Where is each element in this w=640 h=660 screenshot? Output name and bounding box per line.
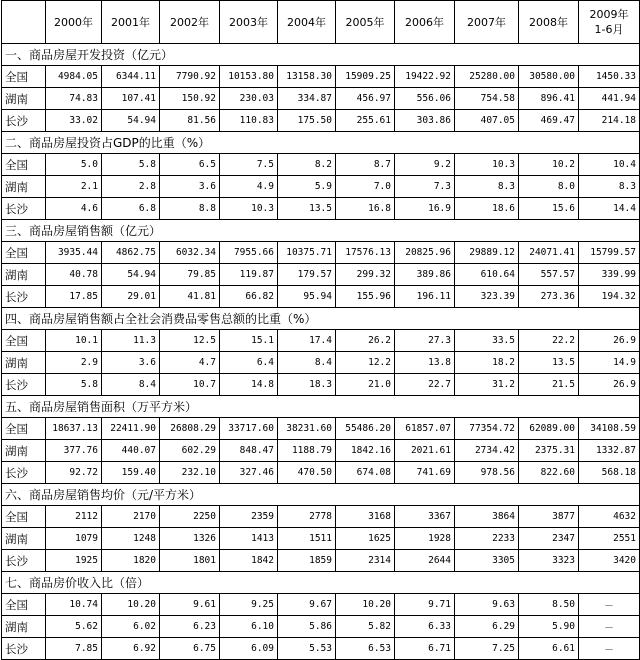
section-title-row <box>2 572 640 594</box>
table-cell: 10.74 <box>46 594 102 616</box>
row-label: 全国 <box>2 506 46 528</box>
table-cell: 30580.00 <box>519 66 579 88</box>
header-year-cell: 2000年 <box>46 1 102 44</box>
table-cell: 5.62 <box>46 616 102 638</box>
table-cell: 8.0 <box>519 176 579 198</box>
table-cell: 4984.05 <box>46 66 102 88</box>
row-label: 长沙 <box>2 550 46 572</box>
table-cell: 754.58 <box>455 88 519 110</box>
table-cell: 232.10 <box>160 462 220 484</box>
table-cell: 7955.66 <box>220 242 278 264</box>
table-cell: － <box>579 594 640 616</box>
table-cell: 7.3 <box>395 176 455 198</box>
table-row <box>2 550 640 572</box>
table-cell: 5.53 <box>278 638 336 660</box>
table-cell: 13.5 <box>278 198 336 220</box>
table-cell: 17576.13 <box>336 242 395 264</box>
table-cell: 1079 <box>46 528 102 550</box>
row-label: 全国 <box>2 594 46 616</box>
table-cell: 179.57 <box>278 264 336 286</box>
table-cell: 2250 <box>160 506 220 528</box>
table-cell: 327.46 <box>220 462 278 484</box>
row-label: 湖南 <box>2 176 46 198</box>
table-cell: 5.9 <box>278 176 336 198</box>
table-cell: 8.3 <box>455 176 519 198</box>
header-year-cell-2009 <box>579 1 640 44</box>
row-label: 湖南 <box>2 616 46 638</box>
table-cell: 95.94 <box>278 286 336 308</box>
section-title: 二、商品房屋投资占GDP的比重（%） <box>2 132 640 154</box>
table-cell: 77354.72 <box>455 418 519 440</box>
table-cell: 456.97 <box>336 88 395 110</box>
table-cell: 1801 <box>160 550 220 572</box>
table-row <box>2 462 640 484</box>
table-cell: 26808.29 <box>160 418 220 440</box>
table-cell: 55486.20 <box>336 418 395 440</box>
header-year-cell: 2006年 <box>395 1 455 44</box>
table-cell: 26.9 <box>579 330 640 352</box>
table-cell: 29889.12 <box>455 242 519 264</box>
table-cell: 16.8 <box>336 198 395 220</box>
table-cell: 339.99 <box>579 264 640 286</box>
section-title-row <box>2 132 640 154</box>
table-cell: 10.20 <box>336 594 395 616</box>
table-cell: 6.92 <box>102 638 160 660</box>
table-cell: 4.6 <box>46 198 102 220</box>
table-cell: 10.3 <box>220 198 278 220</box>
section-title-row <box>2 484 640 506</box>
row-label: 全国 <box>2 242 46 264</box>
table-cell: 13.8 <box>395 352 455 374</box>
table-cell: 7.25 <box>455 638 519 660</box>
table-cell: 9.67 <box>278 594 336 616</box>
table-row <box>2 286 640 308</box>
table-cell: 12.2 <box>336 352 395 374</box>
table-cell: 2170 <box>102 506 160 528</box>
table-row <box>2 242 640 264</box>
table-cell: 377.76 <box>46 440 102 462</box>
table-row <box>2 418 640 440</box>
table-cell: 7.85 <box>46 638 102 660</box>
table-row <box>2 330 640 352</box>
table-cell: 19422.92 <box>395 66 455 88</box>
table-cell: 1859 <box>278 550 336 572</box>
table-cell: 22.7 <box>395 374 455 396</box>
table-cell: 1511 <box>278 528 336 550</box>
table-cell: 3367 <box>395 506 455 528</box>
table-cell: 41.81 <box>160 286 220 308</box>
table-row <box>2 440 640 462</box>
table-cell: 18637.13 <box>46 418 102 440</box>
table-cell: 407.05 <box>455 110 519 132</box>
table-row <box>2 594 640 616</box>
table-cell: 1625 <box>336 528 395 550</box>
row-label: 湖南 <box>2 264 46 286</box>
table-cell: 11.3 <box>102 330 160 352</box>
table-cell: 6.23 <box>160 616 220 638</box>
table-cell: 1450.33 <box>579 66 640 88</box>
header-2009-line1: 2009年 <box>589 8 629 21</box>
section-title: 六、商品房屋销售均价（元/平方米） <box>2 484 640 506</box>
table-cell: 978.56 <box>455 462 519 484</box>
table-cell: 2.8 <box>102 176 160 198</box>
table-row <box>2 176 640 198</box>
table-cell: 10.2 <box>519 154 579 176</box>
table-cell: 12.5 <box>160 330 220 352</box>
table-cell: 3420 <box>579 550 640 572</box>
table-cell: 6.10 <box>220 616 278 638</box>
table-cell: 10.4 <box>579 154 640 176</box>
row-label: 湖南 <box>2 528 46 550</box>
table-cell: 33.5 <box>455 330 519 352</box>
table-cell: 2233 <box>455 528 519 550</box>
table-cell: 1413 <box>220 528 278 550</box>
table-cell: 27.3 <box>395 330 455 352</box>
table-cell: 255.61 <box>336 110 395 132</box>
table-cell: 6.53 <box>336 638 395 660</box>
table-cell: 5.82 <box>336 616 395 638</box>
table-cell: 66.82 <box>220 286 278 308</box>
table-cell: 3935.44 <box>46 242 102 264</box>
row-label: 长沙 <box>2 462 46 484</box>
table-cell: 3323 <box>519 550 579 572</box>
table-cell: 822.60 <box>519 462 579 484</box>
table-cell: 230.03 <box>220 88 278 110</box>
table-cell: 5.8 <box>102 154 160 176</box>
table-cell: 741.69 <box>395 462 455 484</box>
table-cell: 4862.75 <box>102 242 160 264</box>
table-cell: 38231.60 <box>278 418 336 440</box>
table-cell: 18.2 <box>455 352 519 374</box>
table-cell: 1188.79 <box>278 440 336 462</box>
table-row <box>2 616 640 638</box>
table-cell: 92.72 <box>46 462 102 484</box>
table-cell: 24071.41 <box>519 242 579 264</box>
table-cell: 1326 <box>160 528 220 550</box>
table-cell: 155.96 <box>336 286 395 308</box>
row-label: 全国 <box>2 154 46 176</box>
table-cell: 8.3 <box>579 176 640 198</box>
table-cell: 214.18 <box>579 110 640 132</box>
section-title: 五、商品房屋销售面积（万平方米） <box>2 396 640 418</box>
table-cell: 7.5 <box>220 154 278 176</box>
table-row <box>2 374 640 396</box>
table-cell: 10.1 <box>46 330 102 352</box>
table-cell: 2347 <box>519 528 579 550</box>
row-label: 长沙 <box>2 110 46 132</box>
table-cell: 31.2 <box>455 374 519 396</box>
table-cell: 15909.25 <box>336 66 395 88</box>
table-cell: 22.2 <box>519 330 579 352</box>
header-year-cell: 2008年 <box>519 1 579 44</box>
table-cell: 1842 <box>220 550 278 572</box>
table-cell: 10375.71 <box>278 242 336 264</box>
real-estate-statistics-table <box>1 0 640 660</box>
table-cell: 303.86 <box>395 110 455 132</box>
section-title-row <box>2 220 640 242</box>
table-cell: 2112 <box>46 506 102 528</box>
row-label: 全国 <box>2 418 46 440</box>
table-row <box>2 638 640 660</box>
row-label: 长沙 <box>2 374 46 396</box>
table-cell: 6.09 <box>220 638 278 660</box>
table-cell: 79.85 <box>160 264 220 286</box>
table-cell: 2.1 <box>46 176 102 198</box>
header-year-cell: 2007年 <box>455 1 519 44</box>
table-cell: 7790.92 <box>160 66 220 88</box>
table-cell: 2.9 <box>46 352 102 374</box>
table-cell: 3168 <box>336 506 395 528</box>
section-title-row <box>2 396 640 418</box>
table-cell: 33.02 <box>46 110 102 132</box>
table-cell: 15799.57 <box>579 242 640 264</box>
header-2009-line2: 1-6月 <box>594 23 624 36</box>
row-label: 长沙 <box>2 638 46 660</box>
table-cell: 440.07 <box>102 440 160 462</box>
table-cell: 34108.59 <box>579 418 640 440</box>
table-cell: 6.8 <box>102 198 160 220</box>
table-cell: 8.50 <box>519 594 579 616</box>
table-cell: 8.2 <box>278 154 336 176</box>
table-row <box>2 110 640 132</box>
table-cell: 21.5 <box>519 374 579 396</box>
table-cell: 9.71 <box>395 594 455 616</box>
table-row <box>2 352 640 374</box>
table-cell: 13.5 <box>519 352 579 374</box>
table-cell: 10.20 <box>102 594 160 616</box>
table-cell: 6.75 <box>160 638 220 660</box>
header-year-cell: 2003年 <box>220 1 278 44</box>
table-cell: 3864 <box>455 506 519 528</box>
row-label: 湖南 <box>2 440 46 462</box>
table-cell: － <box>579 638 640 660</box>
table-cell: 469.47 <box>519 110 579 132</box>
header-row <box>2 1 640 44</box>
table-cell: 74.83 <box>46 88 102 110</box>
table-cell: 14.8 <box>220 374 278 396</box>
table-cell: 6.02 <box>102 616 160 638</box>
table-cell: 7.0 <box>336 176 395 198</box>
table-cell: 196.11 <box>395 286 455 308</box>
table-cell: 16.9 <box>395 198 455 220</box>
table-cell: 896.41 <box>519 88 579 110</box>
table-cell: 6.71 <box>395 638 455 660</box>
row-label: 长沙 <box>2 198 46 220</box>
table-cell: 175.50 <box>278 110 336 132</box>
table-cell: 2375.31 <box>519 440 579 462</box>
table-cell: 8.7 <box>336 154 395 176</box>
row-label: 全国 <box>2 330 46 352</box>
row-label: 长沙 <box>2 286 46 308</box>
table-cell: 441.94 <box>579 88 640 110</box>
table-cell: 13158.30 <box>278 66 336 88</box>
table-cell: 194.32 <box>579 286 640 308</box>
table-cell: 2551 <box>579 528 640 550</box>
table-cell: 10.3 <box>455 154 519 176</box>
table-cell: 1925 <box>46 550 102 572</box>
section-title-row <box>2 44 640 66</box>
table-cell: 8.8 <box>160 198 220 220</box>
table-cell: 1248 <box>102 528 160 550</box>
table-cell: － <box>579 616 640 638</box>
table-row <box>2 154 640 176</box>
table-cell: 4632 <box>579 506 640 528</box>
table-cell: 81.56 <box>160 110 220 132</box>
table-cell: 5.8 <box>46 374 102 396</box>
table-row <box>2 528 640 550</box>
table-cell: 9.2 <box>395 154 455 176</box>
table-cell: 62089.00 <box>519 418 579 440</box>
table-cell: 568.18 <box>579 462 640 484</box>
table-cell: 6.29 <box>455 616 519 638</box>
table-cell: 14.4 <box>579 198 640 220</box>
header-year-cell: 2005年 <box>336 1 395 44</box>
table-cell: 9.63 <box>455 594 519 616</box>
row-label: 湖南 <box>2 352 46 374</box>
table-cell: 17.4 <box>278 330 336 352</box>
table-cell: 2359 <box>220 506 278 528</box>
table-cell: 3.6 <box>102 352 160 374</box>
table-cell: 6032.34 <box>160 242 220 264</box>
table-cell: 323.39 <box>455 286 519 308</box>
table-cell: 33717.60 <box>220 418 278 440</box>
table-cell: 674.08 <box>336 462 395 484</box>
table-cell: 20825.96 <box>395 242 455 264</box>
table-cell: 25280.00 <box>455 66 519 88</box>
table-cell: 150.92 <box>160 88 220 110</box>
table-cell: 18.6 <box>455 198 519 220</box>
row-label: 全国 <box>2 66 46 88</box>
table-cell: 273.36 <box>519 286 579 308</box>
table-cell: 3.6 <box>160 176 220 198</box>
table-cell: 5.86 <box>278 616 336 638</box>
table-cell: 54.94 <box>102 264 160 286</box>
table-row <box>2 506 640 528</box>
table-cell: 9.61 <box>160 594 220 616</box>
table-cell: 6.61 <box>519 638 579 660</box>
table-cell: 470.50 <box>278 462 336 484</box>
table-cell: 110.83 <box>220 110 278 132</box>
row-label: 湖南 <box>2 88 46 110</box>
table-row <box>2 88 640 110</box>
section-title: 四、商品房屋销售额占全社会消费品零售总额的比重（%） <box>2 308 640 330</box>
section-title: 三、商品房屋销售额（亿元） <box>2 220 640 242</box>
table-cell: 17.85 <box>46 286 102 308</box>
table-cell: 6.4 <box>220 352 278 374</box>
table-cell: 15.6 <box>519 198 579 220</box>
table-cell: 10.7 <box>160 374 220 396</box>
table-cell: 29.01 <box>102 286 160 308</box>
table-cell: 6344.11 <box>102 66 160 88</box>
section-title-row <box>2 308 640 330</box>
table-cell: 119.87 <box>220 264 278 286</box>
table-cell: 26.9 <box>579 374 640 396</box>
table-row <box>2 264 640 286</box>
table-cell: 1332.87 <box>579 440 640 462</box>
table-row <box>2 66 640 88</box>
table-cell: 389.86 <box>395 264 455 286</box>
table-cell: 2778 <box>278 506 336 528</box>
header-year-cell: 2001年 <box>102 1 160 44</box>
table-cell: 4.9 <box>220 176 278 198</box>
table-cell: 26.2 <box>336 330 395 352</box>
table-cell: 6.5 <box>160 154 220 176</box>
table-cell: 40.78 <box>46 264 102 286</box>
table-cell: 14.9 <box>579 352 640 374</box>
table-row <box>2 198 640 220</box>
table-cell: 2734.42 <box>455 440 519 462</box>
table-cell: 2314 <box>336 550 395 572</box>
section-title: 七、商品房价收入比（倍） <box>2 572 640 594</box>
table-cell: 5.0 <box>46 154 102 176</box>
table-cell: 54.94 <box>102 110 160 132</box>
header-corner-cell <box>2 1 46 44</box>
table-cell: 299.32 <box>336 264 395 286</box>
table-cell: 3305 <box>455 550 519 572</box>
table-cell: 159.40 <box>102 462 160 484</box>
table-cell: 107.41 <box>102 88 160 110</box>
table-cell: 602.29 <box>160 440 220 462</box>
section-title: 一、商品房屋开发投资（亿元） <box>2 44 640 66</box>
table-cell: 18.3 <box>278 374 336 396</box>
table-cell: 10153.80 <box>220 66 278 88</box>
table-cell: 9.25 <box>220 594 278 616</box>
table-cell: 8.4 <box>278 352 336 374</box>
table-cell: 61857.07 <box>395 418 455 440</box>
table-cell: 22411.90 <box>102 418 160 440</box>
table-cell: 4.7 <box>160 352 220 374</box>
table-cell: 556.06 <box>395 88 455 110</box>
table-cell: 15.1 <box>220 330 278 352</box>
table-cell: 334.87 <box>278 88 336 110</box>
table-cell: 557.57 <box>519 264 579 286</box>
table-cell: 2644 <box>395 550 455 572</box>
header-year-cell: 2004年 <box>278 1 336 44</box>
header-year-cell: 2002年 <box>160 1 220 44</box>
table-cell: 8.4 <box>102 374 160 396</box>
table-cell: 1820 <box>102 550 160 572</box>
table-cell: 5.90 <box>519 616 579 638</box>
table-cell: 610.64 <box>455 264 519 286</box>
table-cell: 3877 <box>519 506 579 528</box>
table-cell: 2021.61 <box>395 440 455 462</box>
table-cell: 21.0 <box>336 374 395 396</box>
table-cell: 6.33 <box>395 616 455 638</box>
table-cell: 1842.16 <box>336 440 395 462</box>
table-cell: 848.47 <box>220 440 278 462</box>
table-cell: 1928 <box>395 528 455 550</box>
